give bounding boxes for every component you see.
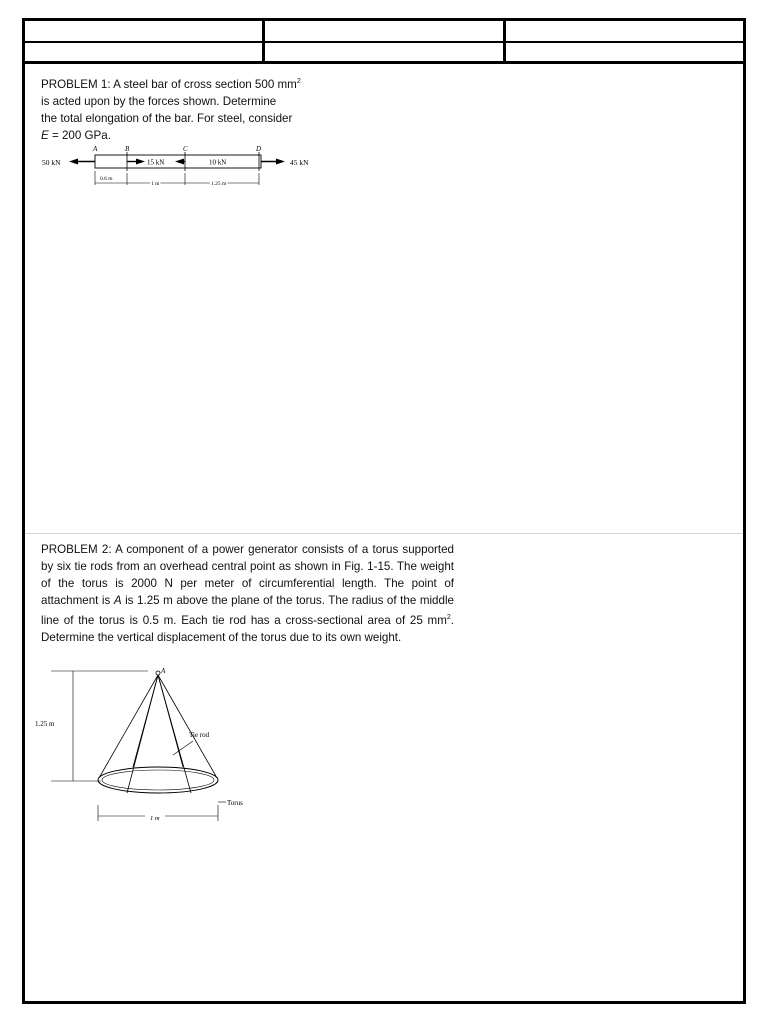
problem-1-line-3: the total elongation of the bar. For steel, consider xyxy=(41,111,293,125)
header-row-2 xyxy=(25,41,743,64)
force-10kn-label: 10 kN xyxy=(209,158,227,167)
problem-2-figure xyxy=(33,663,263,828)
point-c-label: C xyxy=(183,145,188,153)
problem-1-line-1: PROBLEM 1: A steel bar of cross section 500 $mm^2$ xyxy=(41,77,301,91)
header-row-1 xyxy=(25,21,743,43)
arrow-left-icon xyxy=(69,159,78,165)
point-a-label: A xyxy=(93,145,98,153)
point-a-label: A xyxy=(161,667,166,675)
arrow-right-icon xyxy=(136,159,145,165)
worksheet-frame xyxy=(22,18,746,1004)
section-divider xyxy=(25,533,743,534)
dim-bc-label: 1 m xyxy=(151,181,160,187)
problem-2-text: PROBLEM 2: A component of a power generator consists of a torus supported by six tie rods from an overhead central point as shown in Fig. 1-15. The weight of the torus is 2000 N per meter of circumferential length. The point of attachment is A is 1.25 m above the plane of the torus. The radius of the middle line of the torus is 0.5 m. Each tie rod has a cross-sectional area of 25 $mm^2$. Determine the vertical displacement of the torus due to its own weight. xyxy=(41,543,454,644)
torus-shape xyxy=(98,767,218,793)
arrow-right-icon xyxy=(276,159,285,165)
dim-ab-label: 0.6 m xyxy=(100,176,113,182)
header-cell xyxy=(25,41,262,61)
header-cell xyxy=(503,21,743,41)
problem-1-figure xyxy=(37,143,327,196)
header-cell xyxy=(503,41,743,61)
height-label: 1.25 m xyxy=(35,720,55,728)
problem-1-line-4: E = 200 GPa. xyxy=(41,128,111,142)
header-cell xyxy=(262,41,502,61)
force-15kn-label: 15 kN xyxy=(147,158,165,167)
force-50kn-label: 50 kN xyxy=(42,158,61,167)
problem-1-text xyxy=(41,73,317,144)
force-45kn-label: 45 kN xyxy=(290,158,309,167)
dim-cd-label: 1.25 m xyxy=(211,181,227,187)
tie-rod-label: Tie rod xyxy=(189,731,210,739)
point-b-label: B xyxy=(125,145,130,153)
point-d-label: D xyxy=(256,145,262,153)
problem-1-line-2: is acted upon by the forces shown. Determine xyxy=(41,94,277,108)
header-cell xyxy=(25,21,262,41)
attachment-point-icon xyxy=(156,671,160,675)
width-label: 1 m xyxy=(150,815,160,822)
header-cell xyxy=(262,21,502,41)
torus-label: Torus xyxy=(227,799,243,807)
